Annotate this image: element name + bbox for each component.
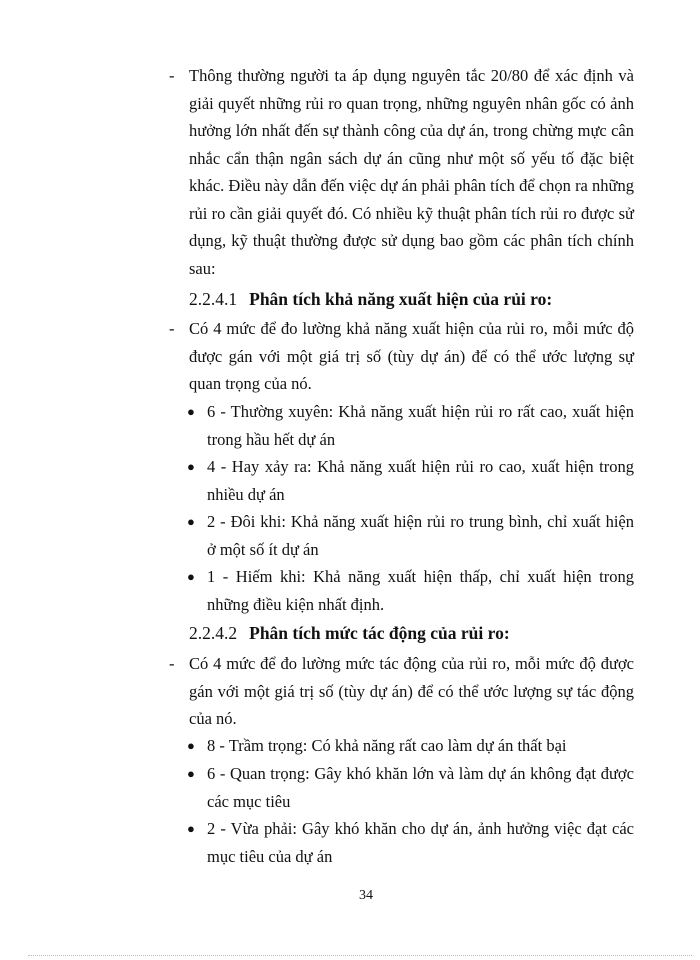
list-item — [187, 732, 634, 760]
list-item — [187, 815, 634, 870]
dash-marker: - — [169, 66, 175, 85]
list-item-text: 1 - Hiếm khi: Khả năng xuất hiện thấp, chỉ xuất hiện trong những điều kiện nhất định. — [207, 567, 634, 614]
bullet-marker: ● — [187, 569, 195, 584]
section-heading-2-2-4-2 — [189, 619, 510, 647]
section2-intro-text: Có 4 mức để đo lường mức tác động của rủi ro, mỗi mức độ được gán với một giá trị số (tùy dự án) để có thể ước lượng sự tác động của nó. — [189, 654, 634, 728]
list-item-text: 4 - Hay xảy ra: Khả năng xuất hiện rủi ro cao, xuất hiện trong nhiều dự án — [207, 457, 634, 504]
page-bottom-divider — [28, 955, 692, 956]
list-item — [187, 453, 634, 508]
bullet-marker: ● — [187, 404, 195, 419]
list-item — [187, 398, 634, 453]
intro-paragraph-text: Thông thường người ta áp dụng nguyên tắc 20/80 để xác định và giải quyết những rủi ro quan trọng, những nguyên nhân gốc có ảnh hưởng lớn nhất đến sự thành công của dự án, trong chừng mực cân nhắc cẩn thận ngân sách dự án cũng như một số yếu tố đặc biệt khác. Điều này dẫn đến việc dự án phải phân tích để chọn ra những rủi ro cần giải quyết đó. Có nhiều kỹ thuật phân tích rủi ro được sử dụng, kỹ thuật thường được sử dụng bao gồm các phân tích chính sau: — [189, 66, 634, 278]
section-number: 2.2.4.1 — [189, 289, 238, 309]
section1-intro — [169, 315, 634, 398]
section-number: 2.2.4.2 — [189, 623, 238, 643]
list-item-text: 6 - Thường xuyên: Khả năng xuất hiện rủi ro rất cao, xuất hiện trong hầu hết dự án — [207, 402, 634, 449]
section2-intro — [169, 650, 634, 733]
bullet-marker: ● — [187, 738, 195, 753]
section-title: Phân tích mức tác động của rủi ro: — [249, 623, 510, 643]
list-item-text: 2 - Vừa phải: Gây khó khăn cho dự án, ảnh hưởng việc đạt các mục tiêu của dự án — [207, 819, 634, 866]
list-item-text: 6 - Quan trọng: Gây khó khăn lớn và làm dự án không đạt được các mục tiêu — [207, 764, 634, 811]
bullet-marker: ● — [187, 821, 195, 836]
dash-marker: - — [169, 654, 175, 673]
list-item — [187, 508, 634, 563]
list-item — [187, 760, 634, 815]
bullet-marker: ● — [187, 514, 195, 529]
bullet-marker: ● — [187, 459, 195, 474]
list-item-text: 2 - Đôi khi: Khả năng xuất hiện rủi ro trung bình, chỉ xuất hiện ở một số ít dự án — [207, 512, 634, 559]
list-item — [187, 563, 634, 618]
page-number: 34 — [359, 888, 373, 903]
section1-intro-text: Có 4 mức để đo lường khả năng xuất hiện của rủi ro, mỗi mức độ được gán với một giá trị số (tùy dự án) để có thể ước lượng sự quan trọng của nó. — [189, 319, 634, 393]
bullet-marker: ● — [187, 766, 195, 781]
list-item-text: 8 - Trầm trọng: Có khả năng rất cao làm dự án thất bại — [207, 736, 567, 755]
intro-paragraph — [169, 62, 634, 282]
section-heading-2-2-4-1 — [189, 285, 552, 313]
dash-marker: - — [169, 319, 175, 338]
section-title: Phân tích khả năng xuất hiện của rủi ro: — [249, 289, 553, 309]
